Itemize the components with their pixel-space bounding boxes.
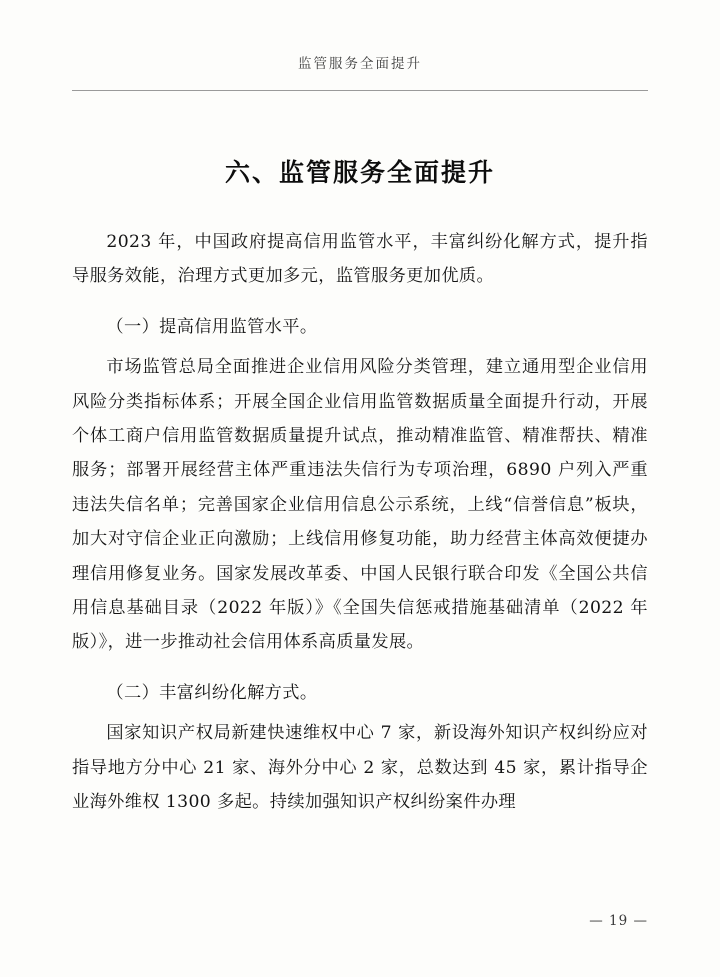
paragraph-dispute-resolution: 国家知识产权局新建快速维权中心 7 家，新设海外知识产权纠纷应对指导地方分中心 21 家、海外分中心 2 家，总数达到 45 家，累计指导企业海外维权 1300 多起。持续加强知识产权纠纷案件办理 <box>72 723 648 813</box>
paragraph-intro: 2023 年，中国政府提高信用监管水平，丰富纠纷化解方式，提升指导服务效能，治理方式更加多元，监管服务更加优质。 <box>72 232 648 287</box>
page-number: — 19 — <box>589 913 648 929</box>
header-divider <box>72 90 648 91</box>
paragraph-credit-supervision: 市场监管总局全面推进企业信用风险分类管理，建立通用型企业信用风险分类指标体系；开展全国企业信用监管数据质量全面提升行动，开展个体工商户信用监管数据质量提升试点，推动精准监管、精准帮扶、精准服务；部署开展经营主体严重违法失信行为专项治理，6890 户列入严重违法失信名单；完善国家企业信用信息公示系统，上线“信誉信息”板块，加大对守信企业正向激励；上线信用修复功能，助力经营主体高效便捷办理信用修复业务。国家发展改革委、中国人民银行联合印发《全国公共信用信息基础目录（2022 年版）》《全国失信惩戒措施基础清单（2022 年版）》，进一步推动社会信用体系高质量发展。 <box>72 357 648 653</box>
document-body <box>72 225 648 820</box>
section-heading-2: （二）丰富纠纷化解方式。 <box>106 682 318 703</box>
running-header: 监管服务全面提升 <box>298 56 422 72</box>
section-heading-1: （一）提高信用监管水平。 <box>106 316 318 337</box>
page-title: 六、监管服务全面提升 <box>224 158 495 187</box>
